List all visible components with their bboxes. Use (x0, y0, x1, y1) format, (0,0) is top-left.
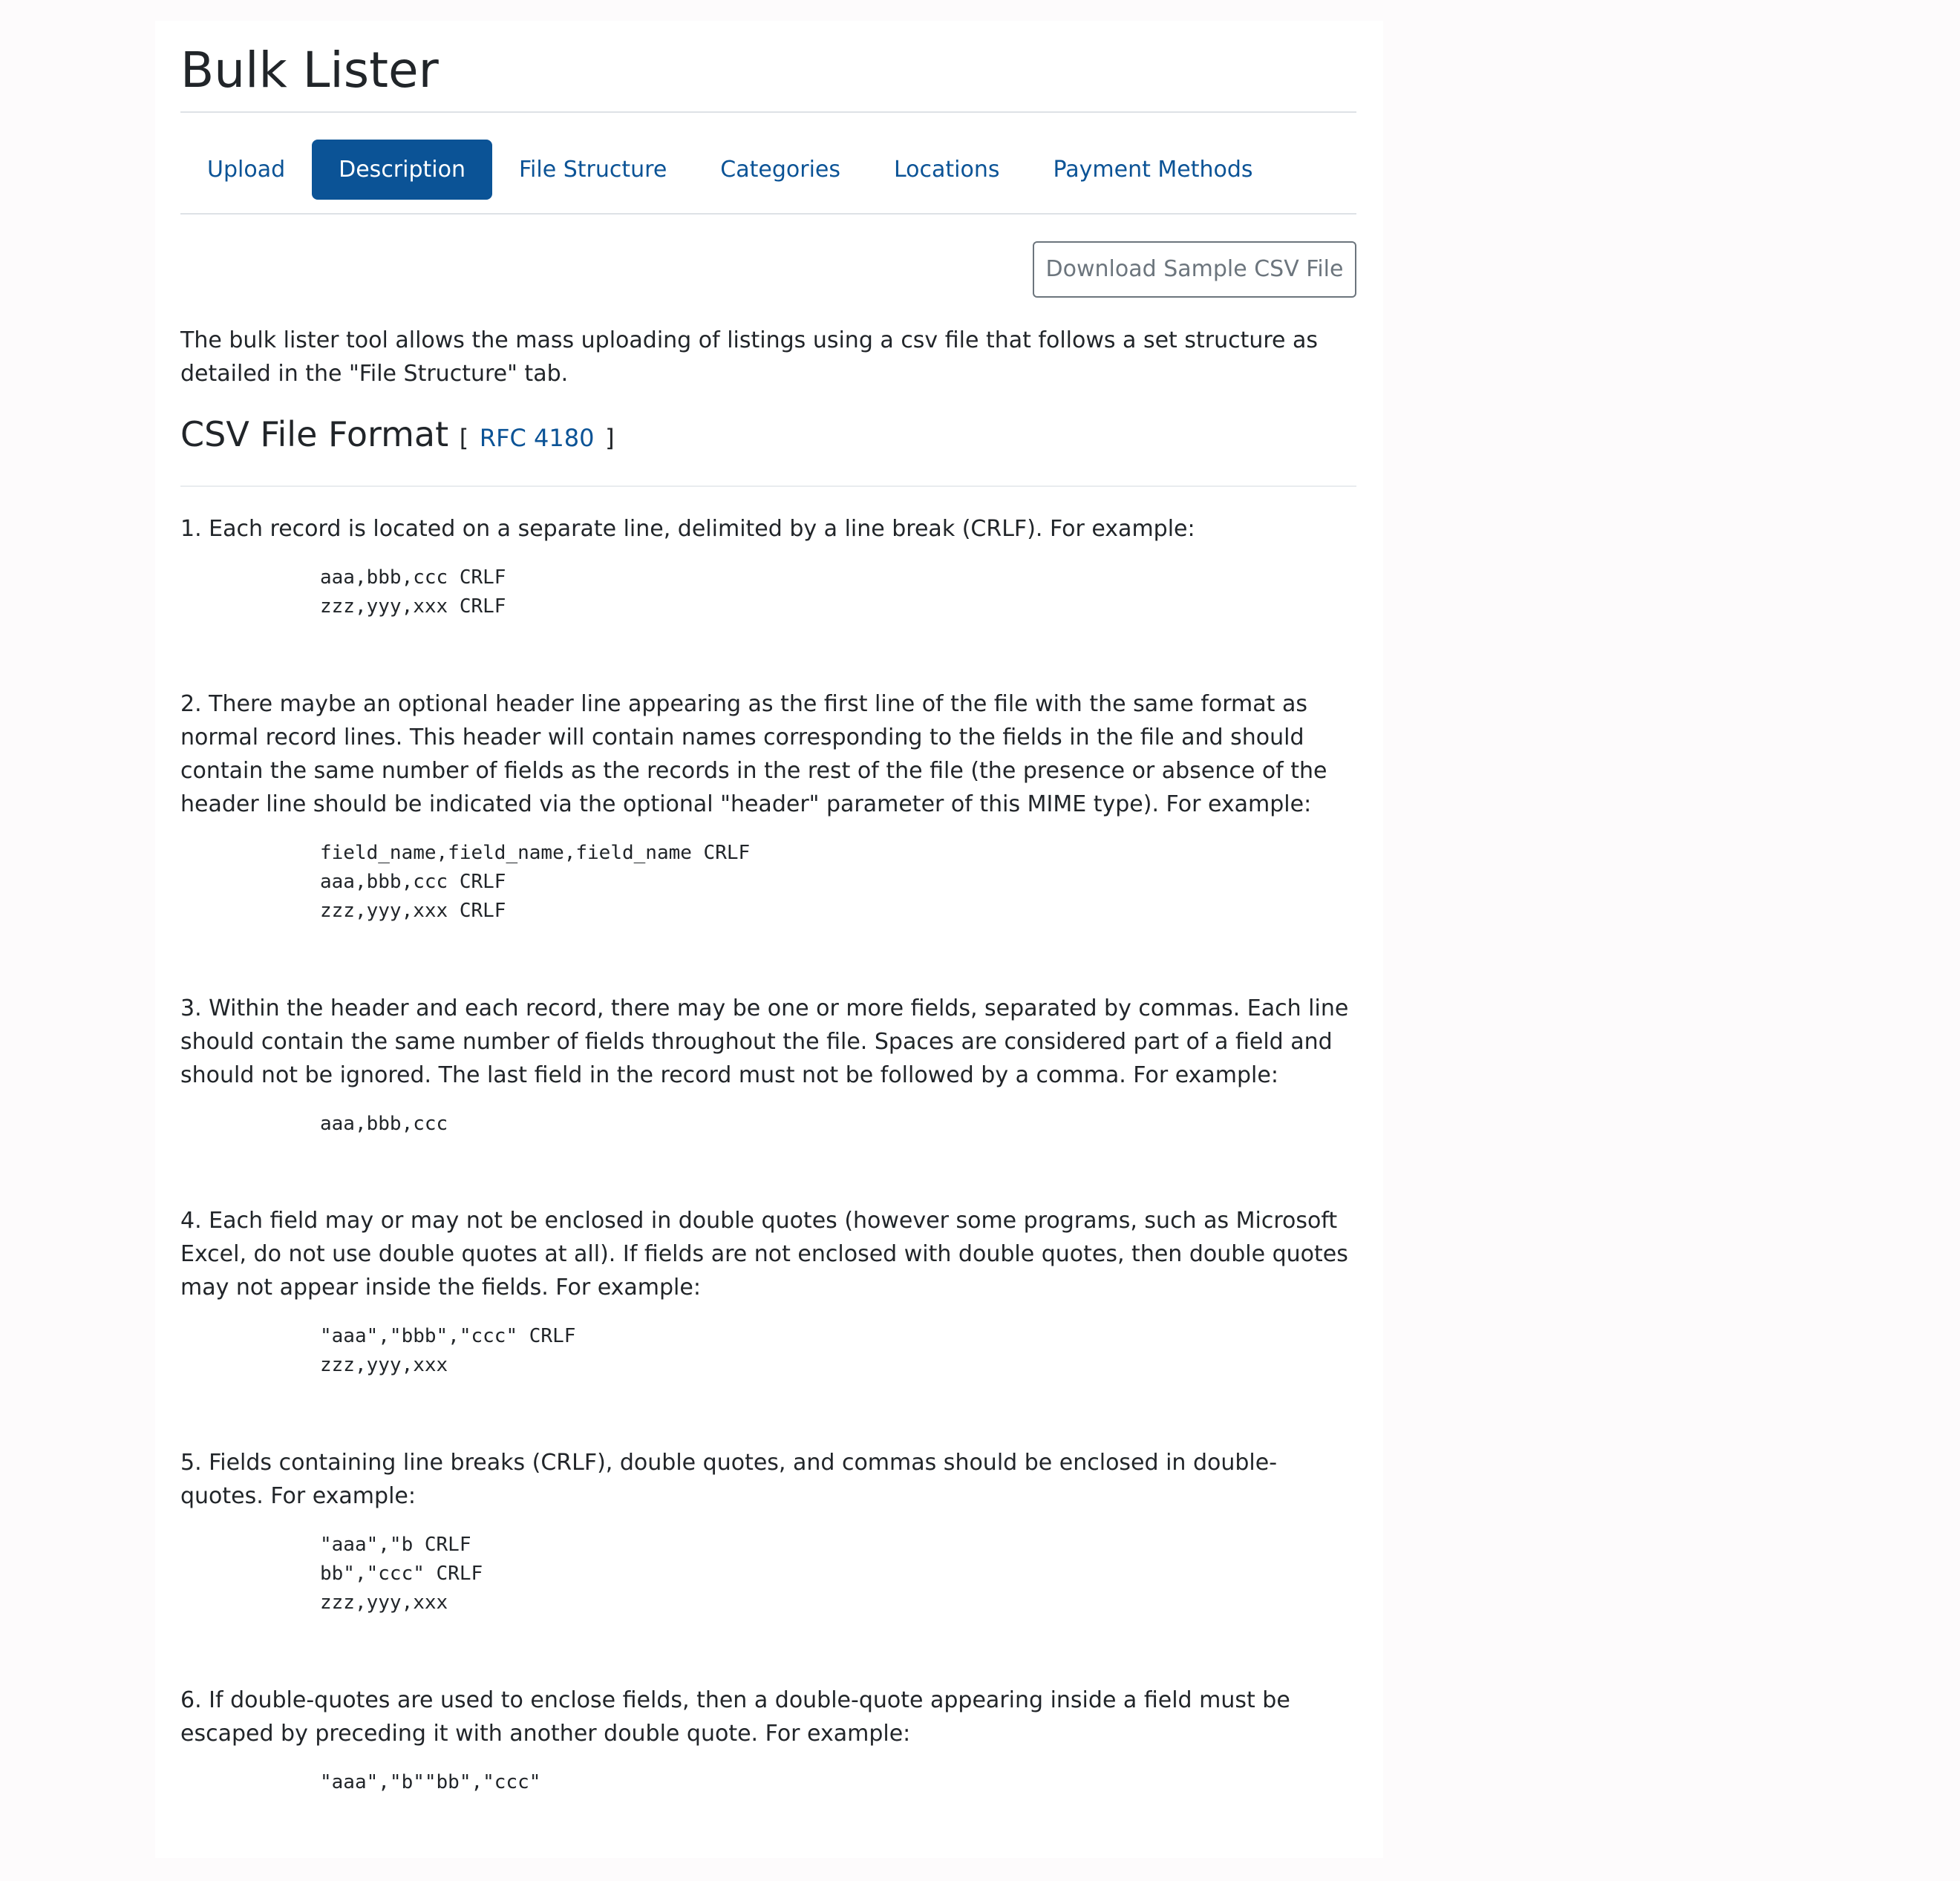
rfc-4180-link[interactable]: RFC 4180 (479, 424, 595, 452)
rule-text: 4. Each field may or may not be enclosed in double quotes (however some programs, such as Microsoft Excel, do not use double quotes at all). If fields are not enclosed with double quotes, then double quotes may not appear inside the fields. For example: (180, 1208, 1348, 1301)
download-sample-csv-button[interactable]: Download Sample CSV File (1033, 241, 1356, 298)
bracket-open: [ (459, 424, 469, 452)
tabs-divider (180, 213, 1356, 215)
section-heading (180, 414, 615, 455)
code-example: field_name,field_name,field_name CRLF aaa,bbb,ccc CRLF zzz,yyy,xxx CRLF (320, 842, 751, 922)
tab-upload[interactable]: Upload (207, 157, 286, 183)
tab-description[interactable]: Description (312, 140, 492, 200)
rule-text: 3. Within the header and each record, there may be one or more fields, separated by commas. Each line should contain the same number of fields throughout the file. Spaces are considered part of a field and should not be ignored. The last field in the record must not be followed by a comma. For example: (180, 995, 1349, 1088)
rule-text: 1. Each record is located on a separate line, delimited by a line break (CRLF). For example: (180, 516, 1195, 542)
tab-file-structure[interactable]: File Structure (518, 157, 667, 183)
intro-text: The bulk lister tool allows the mass uploading of listings using a csv file that follows a set structure as detailed in the "File Structure" tab. (180, 327, 1319, 387)
title-divider (180, 111, 1356, 113)
content-panel (155, 21, 1383, 1858)
tab-payment-methods[interactable]: Payment Methods (1053, 157, 1253, 183)
tab-locations[interactable]: Locations (894, 157, 1000, 183)
rule-5 (180, 1446, 1356, 1617)
section-title: CSV File Format (180, 414, 449, 454)
rule-2 (180, 687, 1356, 926)
tab-bar (180, 140, 1280, 200)
code-example: "aaa","bbb","ccc" CRLF zzz,yyy,xxx (320, 1325, 576, 1376)
rule-1 (180, 512, 1356, 621)
rule-text: 2. There maybe an optional header line appearing as the first line of the file with the same format as normal record lines. This header will contain names corresponding to the fields in the file and should contain the same number of fields as the records in the rest of the file (the presence or absence of the header line should be indicated via the optional "header" parameter of this MIME type). For example: (180, 691, 1327, 817)
page-title: Bulk Lister (180, 42, 439, 99)
tab-categories[interactable]: Categories (720, 157, 840, 183)
rule-text: 5. Fields containing line breaks (CRLF), double quotes, and commas should be enclosed in double-quotes. For example: (180, 1450, 1278, 1509)
code-example: aaa,bbb,ccc CRLF zzz,yyy,xxx CRLF (320, 566, 506, 618)
bracket-close: ] (605, 424, 615, 452)
rule-text: 6. If double-quotes are used to enclose fields, then a double-quote appearing inside a field must be escaped by preceding it with another double quote. For example: (180, 1687, 1290, 1747)
section-divider (180, 485, 1356, 487)
code-example: "aaa","b CRLF bb","ccc" CRLF zzz,yyy,xxx (320, 1534, 483, 1614)
code-example: aaa,bbb,ccc (320, 1113, 448, 1135)
rule-4 (180, 1204, 1356, 1380)
rule-6 (180, 1684, 1356, 1797)
code-example: "aaa","b""bb","ccc" (320, 1771, 541, 1793)
rule-3 (180, 992, 1356, 1139)
